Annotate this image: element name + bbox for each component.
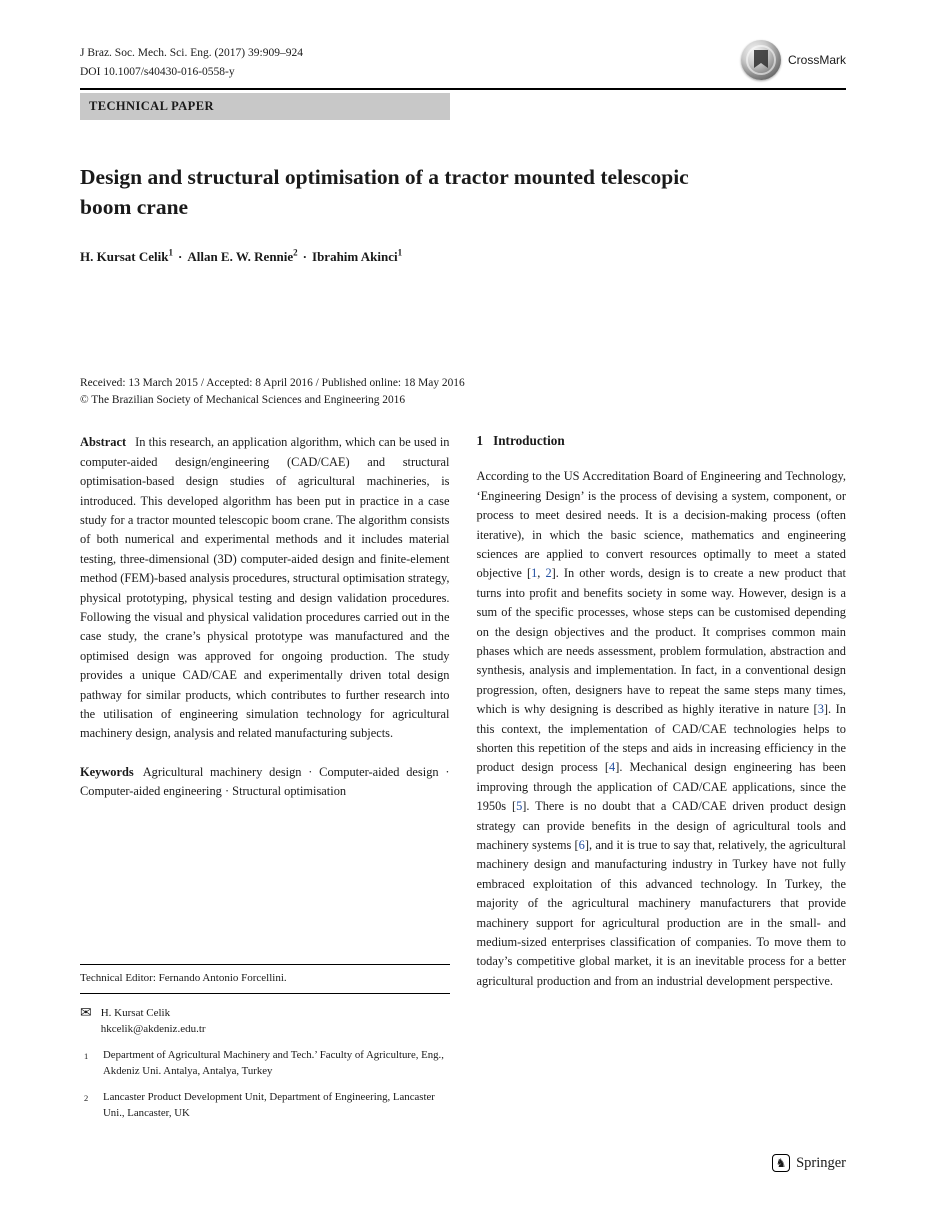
envelope-icon: ✉ <box>80 1006 92 1022</box>
author-separator: · <box>302 249 308 265</box>
authors-line <box>80 248 846 265</box>
corresponding-author <box>80 1006 450 1037</box>
abstract-label: Abstract <box>80 435 127 450</box>
author-3 <box>312 249 402 264</box>
footnote-block <box>80 964 450 1121</box>
footnote-rule-bottom <box>80 993 450 994</box>
keywords-paragraph <box>80 763 450 802</box>
doi: DOI 10.1007/s40430-016-0558-y <box>80 66 235 78</box>
corresponding-author-name: H. Kursat Celik <box>100 1007 171 1020</box>
header-rule <box>80 88 846 90</box>
article-title: Design and structural optimisation of a tractor mounted telescopic boom crane <box>80 165 689 219</box>
affiliation-1-marker: 1 <box>84 1051 89 1062</box>
affiliation-1 <box>80 1048 450 1079</box>
article-history <box>80 375 846 409</box>
crossmark-icon <box>741 40 781 80</box>
affiliation-2 <box>80 1090 450 1121</box>
article-body <box>80 433 846 1121</box>
page-header <box>80 40 846 86</box>
author-2 <box>187 249 297 264</box>
abstract-text: In this research, an application algorithm, which can be used in computer-aided design/engineering (CAD/CAE) and structural optimisation-based design studies of agricultural machineries, is introduced. This developed algorithm has been put in practice in a case study for a tractor mounted telescopic boom crane. The algorithm consists of both numerical and experimental methods and it includes material testing, three-dimensional (3D) computer-aided design and finite-element method (FEM)-based analysis procedures, structural optimisation strategy, physical prototyping, physical testing and design validation procedures. Following the visual and physical validation procedures carried out in the case study, the crane’s physical prototype was manufactured and the optimised design was approved for ongoing production. The study provides a unique CAD/CAE and experimentally driven total design pathway for similar products, which contributes to further research into the utilisation of engineering simulation technology for agricultural machinery design, analysis and related manufacturing subjects. <box>80 435 450 741</box>
article-type-label: TECHNICAL PAPER <box>89 99 214 113</box>
keywords-label: Keywords <box>80 764 134 779</box>
springer-horse-icon: ♞ <box>772 1154 790 1172</box>
abstract-paragraph <box>80 433 450 744</box>
affiliation-2-marker: 2 <box>84 1093 89 1104</box>
author-1 <box>80 249 173 264</box>
springer-logo <box>772 1154 846 1172</box>
journal-meta <box>80 40 303 82</box>
affiliation-2-text: Lancaster Product Development Unit, Department of Engineering, Lancaster Uni., Lancaster, UK <box>103 1091 435 1119</box>
corresponding-author-details <box>101 1006 206 1037</box>
citation-link[interactable]: 6 <box>578 838 585 853</box>
technical-editor-note: Technical Editor: Fernando Antonio Forcellini. <box>80 972 287 985</box>
corresponding-author-email[interactable]: hkcelik@akdeniz.edu.tr <box>100 1022 206 1035</box>
section-number: 1 <box>476 433 484 449</box>
left-column <box>80 433 450 1121</box>
keywords-text: Agricultural machinery design · Computer-aided design · Computer-aided engineering · Structural optimisation <box>80 764 450 799</box>
author-2-name: Allan E. W. Rennie <box>187 249 294 265</box>
affiliation-1-text: Department of Agricultural Machinery and Tech.’ Faculty of Agriculture, Eng., Akdeniz Uni. Antalya, Antalya, Turkey <box>103 1049 444 1077</box>
author-1-name: H. Kursat Celik <box>80 249 169 265</box>
crossmark-label: CrossMark <box>787 53 846 67</box>
introduction-paragraph: According to the US Accreditation Board of Engineering and Technology, ‘Engineering Design’ is the process of devising a system, component, or process to meet desired needs. It is a decision-making process (often iterative), in which the basic science, mathematics and engineering sciences are applied to convert resources optimally to meet a stated objective [1, 2]. In other words, design is to create a new product that turns into profit and benefits society in some way. However, design is a sum of the specific processes, whose steps can be customised depending on the design objectives and the product. It comprises common main phases which are needs assessment, problem formulation, abstraction and synthesis, analysis and implementation. In fact, in a conventional design progression, often, designers have to repeat the same steps many times, which is why designing is described as highly iterative in nature [3]. In this context, the implementation of CAD/CAE technologies helps to shorten this repetition of the steps and aids in increasing efficiency in the product design process [4]. Mechanical design engineering has been improving through the application of CAD/CAE applications, since the 1950s [5]. There is no doubt that a CAD/CAE driven product design strategy can provide benefits in the design of agricultural tools and machinery systems [6], and it is true to say that, relatively, the agricultural machinery design and manufacturing industry in Turkey have not fully embraced exploitation of this advanced technology. In Turkey, the majority of the agricultural machinery manufacturers that provide machinery support for agricultural production are in the small- and medium-sized enterprises classification of companies. To move them to today’s competitive global market, it is an inevitable process for a better agricultural production and from an industrial development perspective. <box>476 469 847 988</box>
copyright-line: © The Brazilian Society of Mechanical Sciences and Engineering 2016 <box>80 394 406 407</box>
citation-link[interactable]: 4 <box>609 760 616 775</box>
citation-link[interactable]: 2 <box>545 566 552 581</box>
author-2-affil-marker: 2 <box>293 248 298 258</box>
journal-reference: J Braz. Soc. Mech. Sci. Eng. (2017) 39:909–924 <box>80 47 303 59</box>
right-column <box>477 433 847 1121</box>
citation-link[interactable]: 5 <box>516 799 523 814</box>
author-3-affil-marker: 1 <box>397 248 403 258</box>
section-heading-introduction <box>477 433 847 449</box>
received-line: Received: 13 March 2015 / Accepted: 8 April 2016 / Published online: 18 May 2016 <box>80 377 465 390</box>
citation-link[interactable]: 3 <box>817 702 824 717</box>
citation-link[interactable]: 1 <box>531 566 538 581</box>
section-title: Introduction <box>493 433 565 449</box>
crossmark-badge[interactable] <box>741 40 846 80</box>
article-type-banner <box>80 93 450 120</box>
author-separator: · <box>177 249 183 265</box>
author-3-name: Ibrahim Akinci <box>312 249 398 265</box>
author-1-affil-marker: 1 <box>168 248 173 258</box>
springer-wordmark: Springer <box>796 1154 846 1171</box>
